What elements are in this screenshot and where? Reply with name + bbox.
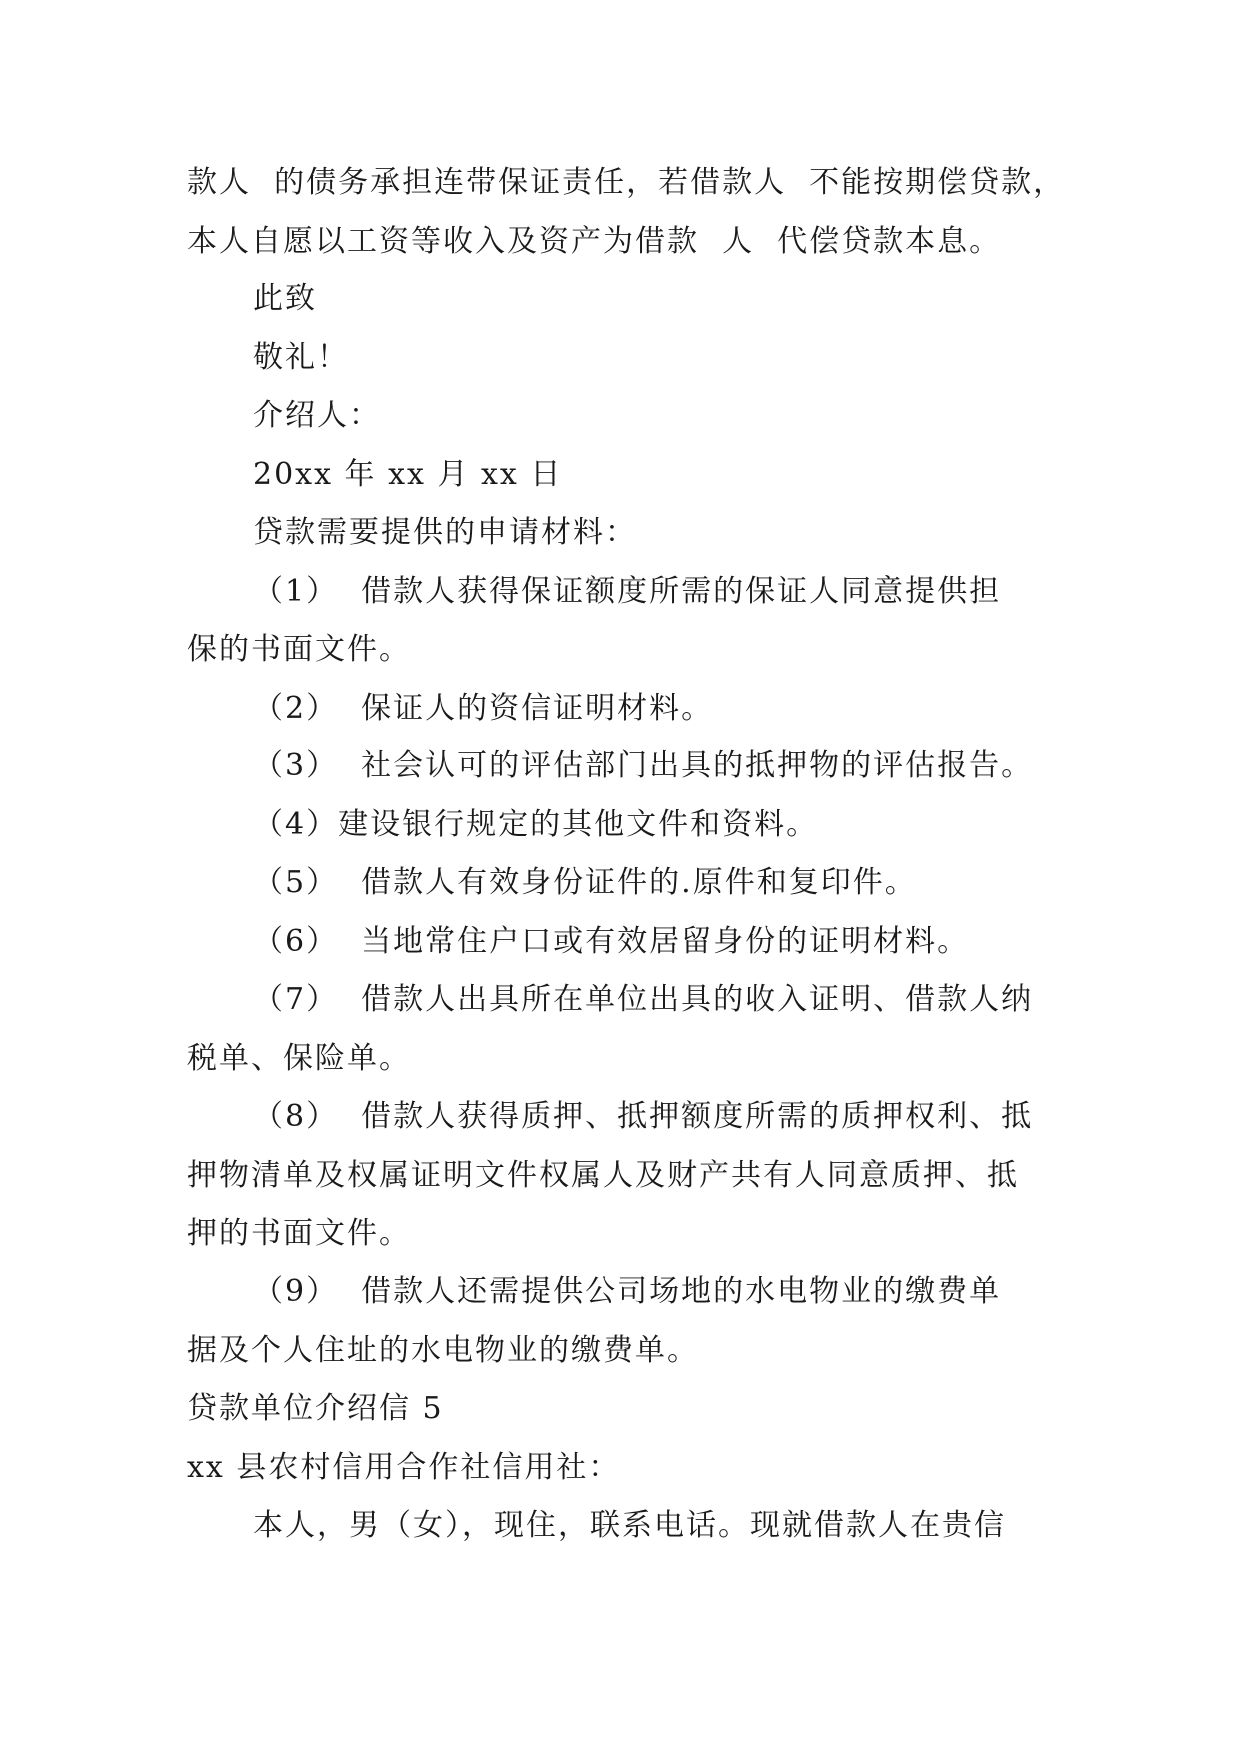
text-line: 款人 的债务承担连带保证责任，若借款人 不能按期偿贷款， — [187, 165, 1066, 200]
section-title: 贷款单位介绍信 5 — [187, 1391, 444, 1426]
list-item-continuation: 保的书面文件。 — [187, 632, 411, 667]
list-item-continuation: 押物清单及权属证明文件权属人及财产共有人同意质押、抵 — [187, 1158, 1019, 1193]
list-item: （8） 借款人获得质押、抵押额度所需的质押权利、抵 — [253, 1099, 1034, 1134]
materials-heading: 贷款需要提供的申请材料： — [253, 515, 637, 550]
text-line: 本人自愿以工资等收入及资产为借款 人 代偿贷款本息。 — [187, 224, 1002, 259]
list-item-continuation: 押的书面文件。 — [187, 1216, 411, 1251]
list-item: （3） 社会认可的评估部门出具的抵押物的评估报告。 — [253, 748, 1034, 783]
letter-body: 本人，男（女），现住，联系电话。现就借款人在贵信 — [253, 1508, 1006, 1543]
list-item: （6） 当地常住户口或有效居留身份的证明材料。 — [253, 924, 970, 959]
list-item: （4）建设银行规定的其他文件和资料。 — [253, 807, 819, 842]
list-item: （9） 借款人还需提供公司场地的水电物业的缴费单 — [253, 1274, 1002, 1309]
closing-regards: 敬礼！ — [253, 340, 349, 375]
letter-recipient: xx 县农村信用合作社信用社： — [187, 1450, 621, 1485]
date-line: 20xx 年 xx 月 xx 日 — [253, 457, 563, 492]
list-item-continuation: 据及个人住址的水电物业的缴费单。 — [187, 1333, 699, 1368]
introducer-label: 介绍人： — [253, 398, 381, 433]
list-item: （2） 保证人的资信证明材料。 — [253, 691, 714, 726]
list-item: （1） 借款人获得保证额度所需的保证人同意提供担 — [253, 574, 1002, 609]
list-item: （5） 借款人有效身份证件的.原件和复印件。 — [253, 865, 917, 900]
list-item-continuation: 税单、保险单。 — [187, 1041, 411, 1076]
closing-salutation: 此致 — [253, 281, 317, 316]
list-item: （7） 借款人出具所在单位出具的收入证明、借款人纳 — [253, 982, 1034, 1017]
